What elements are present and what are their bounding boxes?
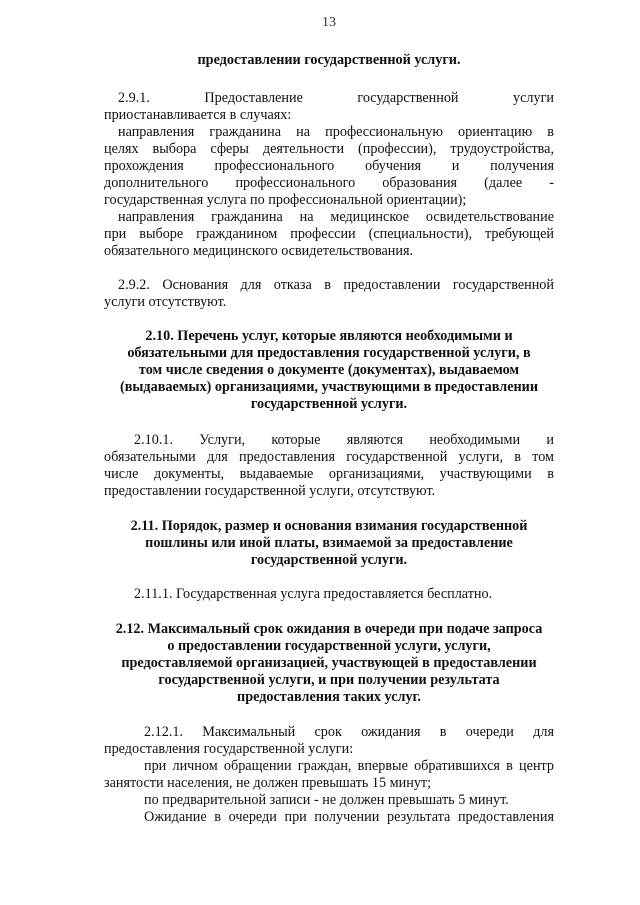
paragraph-2-9-1-item-2-line: при выборе гражданином профессии (специальности), требующей <box>104 226 554 242</box>
section-heading-2-10-line: (выдаваемых) организациями, участвующими в предоставлении <box>119 379 539 395</box>
paragraph-2-12-1-item-3-line: Ожидание в очереди при получении результата предоставления <box>144 809 554 825</box>
paragraph-2-10-1-line: предоставлении государственной услуги, отсутствуют. <box>104 483 436 499</box>
paragraph-2-12-1-item-1-line: при личном обращении граждан, впервые обратившихся в центр <box>144 758 554 774</box>
section-heading-2-10-line: государственной услуги. <box>250 396 408 412</box>
paragraph-2-9-1-item-1-line: государственная услуга по профессиональной ориентации); <box>104 192 467 208</box>
section-heading-2-12-line: государственной услуги, и при получении результата <box>158 672 500 688</box>
section-heading-2-10-line: 2.10. Перечень услуг, которые являются необходимыми и <box>145 328 513 344</box>
paragraph-2-12-1-item-1-line: занятости населения, не должен превышать 15 минут; <box>104 775 432 791</box>
paragraph-2-9-1-item-2-line: направления гражданина на медицинское освидетельствование <box>118 209 554 225</box>
paragraph-2-10-1-line: обязательными для предоставления государственной услуги, в том <box>104 449 554 465</box>
paragraph-2-9-1-item-2-line: обязательного медицинского освидетельствования. <box>104 243 414 259</box>
section-heading-2-12-line: предоставляемой организацией, участвующей в предоставлении <box>121 655 537 671</box>
paragraph-2-9-1-item-1-line: направления гражданина на профессиональную ориентацию в <box>118 124 554 140</box>
section-heading-2-10-line: том числе сведения о документе (документах), выдаваемом <box>138 362 520 378</box>
paragraph-2-9-2-line: 2.9.2. Основания для отказа в предоставлении государственной <box>118 277 554 293</box>
paragraph-2-12-1-item-2-line: по предварительной записи - не должен превышать 5 минут. <box>144 792 509 808</box>
section-heading-2-11-line: государственной услуги. <box>250 552 408 568</box>
paragraph-2-9-1-line: 2.9.1. Предоставление государственной услуги <box>118 90 554 106</box>
paragraph-2-9-1-item-1-line: целях выбора сферы деятельности (профессии), трудоустройства, <box>104 141 554 157</box>
section-heading-2-11-line: 2.11. Порядок, размер и основания взимания государственной <box>130 518 528 534</box>
paragraph-2-9-1-item-1-line: прохождения профессионального обучения и получения <box>104 158 554 174</box>
section-heading-2-10-line: обязательными для предоставления государственной услуги, в <box>127 345 531 361</box>
paragraph-2-11-1-line: 2.11.1. Государственная услуга предоставляется бесплатно. <box>134 586 493 602</box>
paragraph-2-12-1-line: предоставления государственной услуги: <box>104 741 354 757</box>
paragraph-2-12-1-line: 2.12.1. Максимальный срок ожидания в очереди для <box>144 724 554 740</box>
section-heading-2-11-line: пошлины или иной платы, взимаемой за предоставление <box>145 535 513 551</box>
paragraph-2-10-1-line: 2.10.1. Услуги, которые являются необходимыми и <box>134 432 554 448</box>
paragraph-2-9-2-line: услуги отсутствуют. <box>104 294 227 310</box>
section-heading-2-12-line: 2.12. Максимальный срок ожидания в очереди при подаче запроса <box>115 621 543 637</box>
page-number: 13 <box>322 15 336 30</box>
section-heading-2-12-line: о предоставлении государственной услуги, услуги, <box>167 638 491 654</box>
section-heading-continuation-line: предоставлении государственной услуги. <box>197 52 461 68</box>
section-heading-2-12-line: предоставления таких услуг. <box>237 689 421 705</box>
paragraph-2-10-1-line: числе документы, выдаваемые организациями, участвующими в <box>104 466 554 482</box>
paragraph-2-9-1-line: приостанавливается в случаях: <box>104 107 292 123</box>
paragraph-2-9-1-item-1-line: дополнительного профессионального образования (далее - <box>104 175 554 191</box>
